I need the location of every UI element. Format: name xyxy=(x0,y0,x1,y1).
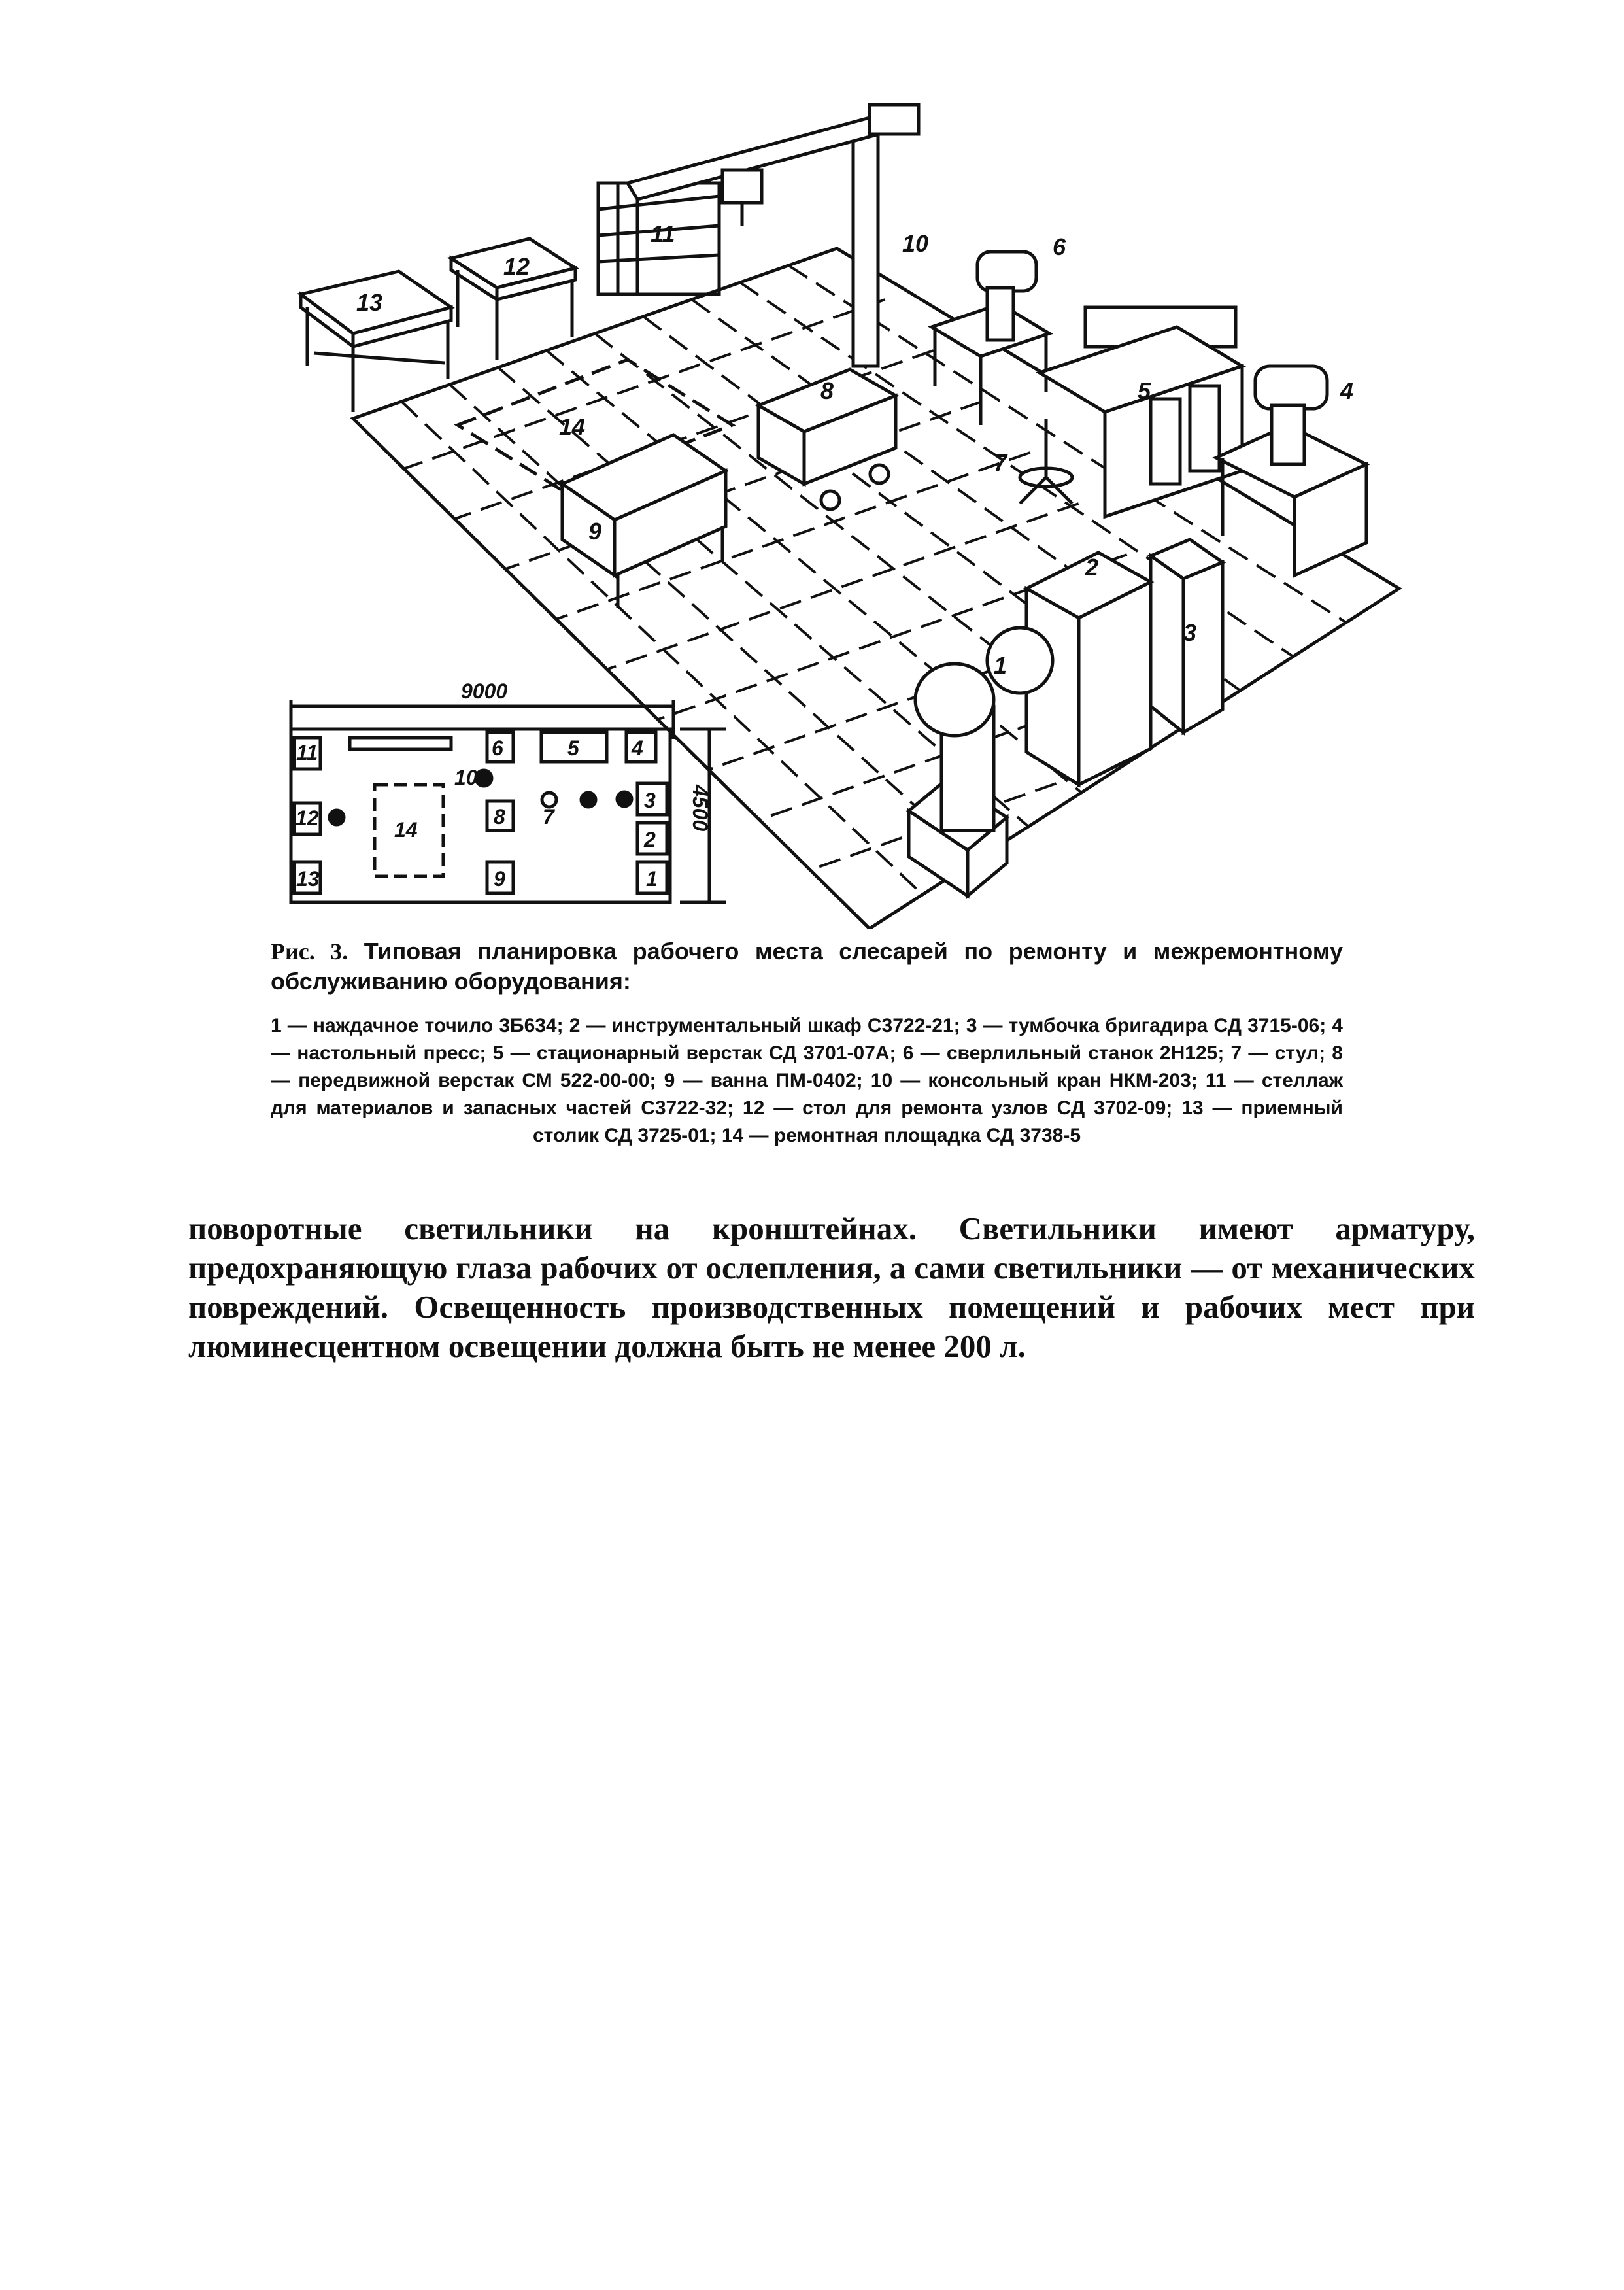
legend-item: 9 — ванна ПМ-0402; xyxy=(664,1070,863,1091)
plan-label-11: 11 xyxy=(296,741,318,764)
plan-label-13: 13 xyxy=(296,867,320,891)
legend-item: 2 — инструментальный шкаф С3722-21; xyxy=(569,1015,960,1036)
plan-label-10: 10 xyxy=(454,766,478,789)
legend-item: 11 — стеллаж для материалов и запасных частей С3722-32; xyxy=(271,1070,1343,1119)
plan-label-4: 4 xyxy=(632,736,643,760)
iso-label-4: 4 xyxy=(1340,377,1354,404)
bath-9 xyxy=(562,435,726,608)
iso-label-8: 8 xyxy=(820,377,834,404)
iso-label-12: 12 xyxy=(503,253,530,280)
plan-label-9: 9 xyxy=(494,867,505,891)
legend-item: 5 — стационарный верстак СД 3701-07А; xyxy=(492,1042,896,1064)
legend-item: 4 — настольный пресс; xyxy=(271,1015,1343,1064)
plan-label-6: 6 xyxy=(492,736,503,760)
plan-dim-width: 9000 xyxy=(461,679,508,703)
plan-label-12: 12 xyxy=(296,806,319,830)
plan-label-5: 5 xyxy=(567,736,579,760)
legend-item: 13 — приемный столик СД 3725-01; xyxy=(533,1097,1343,1146)
figure-legend xyxy=(271,1012,1343,1150)
iso-label-3: 3 xyxy=(1183,619,1197,646)
iso-label-7: 7 xyxy=(994,449,1007,476)
floor-plan xyxy=(291,700,726,902)
plan-label-2: 2 xyxy=(644,828,656,851)
legend-item: 1 — наждачное точило 3Б634; xyxy=(271,1015,564,1036)
iso-label-6: 6 xyxy=(1053,233,1066,260)
iso-label-9: 9 xyxy=(588,518,602,545)
iso-label-5: 5 xyxy=(1138,377,1151,404)
iso-label-10: 10 xyxy=(902,230,929,257)
legend-item: 6 — сверлильный станок 2Н125; xyxy=(902,1042,1225,1064)
figure-caption xyxy=(271,936,1343,997)
iso-label-13: 13 xyxy=(356,289,383,316)
stationary-bench-5 xyxy=(1040,307,1242,517)
plan-label-8: 8 xyxy=(494,805,505,829)
legend-item: 14 — ремонтная площадка СД 3738-5 xyxy=(721,1125,1081,1146)
plan-label-3: 3 xyxy=(644,789,656,812)
iso-label-14: 14 xyxy=(559,413,586,440)
legend-item: 8 — передвижной верстак СМ 522-00-00; xyxy=(271,1042,1343,1091)
plan-dim-height: 4500 xyxy=(688,785,712,832)
plan-label-7: 7 xyxy=(543,805,554,829)
legend-item: 3 — тумбочка бригадира СД 3715-06; xyxy=(966,1015,1327,1036)
iso-label-11: 11 xyxy=(651,220,675,247)
legend-item: 12 — стол для ремонта узлов СД 3702-09; xyxy=(742,1097,1173,1119)
iso-label-1: 1 xyxy=(994,652,1007,679)
caption-prefix: Рис. 3. xyxy=(271,938,348,965)
plan-label-1: 1 xyxy=(646,867,658,891)
iso-label-2: 2 xyxy=(1085,554,1099,581)
workplace-layout-figure xyxy=(0,0,1624,929)
legend-item: 10 — консольный кран НКМ-203; xyxy=(870,1070,1198,1091)
drilling-machine-6 xyxy=(932,252,1049,425)
caption-title-text: Типовая планировка рабочего места слесарей по ремонту и межремонтному обслуживанию оборудования: xyxy=(271,938,1343,995)
legend-item: 7 — стул; xyxy=(1230,1042,1326,1064)
plan-label-14: 14 xyxy=(394,818,418,842)
body-paragraph: поворотные светильники на кронштейнах. Светильники имеют арматуру, предохраняющую глаза рабочих от ослепления, а сами светильники — от механических повреждений. Освещенность производственных помещений и рабочих мест при люминесцентном освещении должна быть не менее 200 л. xyxy=(188,1210,1475,1364)
